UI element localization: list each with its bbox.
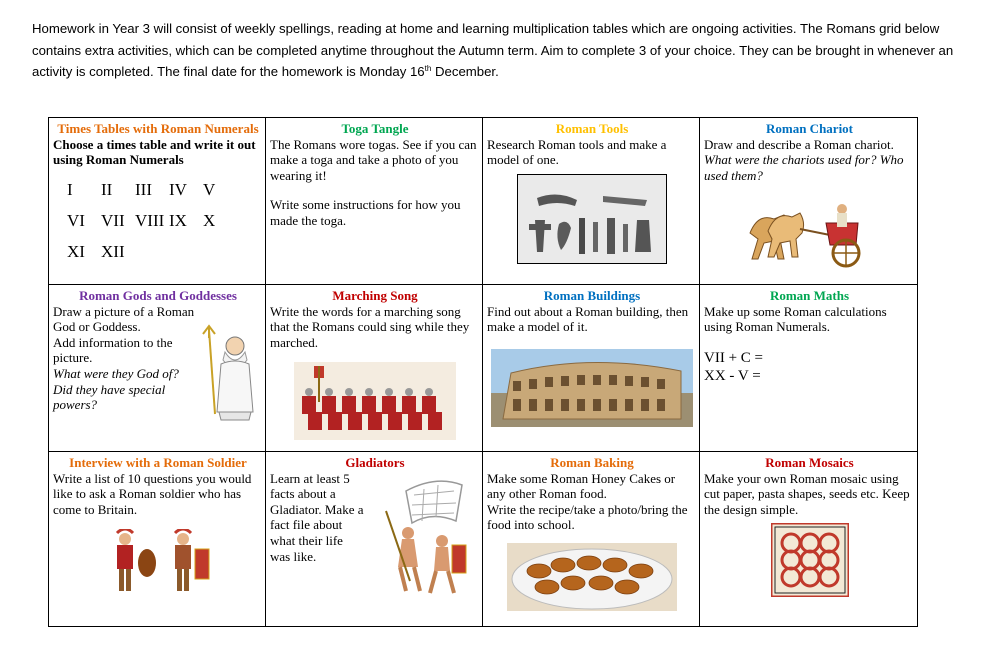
cell-text: Make up some Roman calculations using Roman Numerals.	[704, 303, 887, 335]
numeral: X	[203, 210, 216, 230]
cell-title: Marching Song	[332, 288, 418, 303]
romans-activity-grid	[48, 117, 918, 627]
cell-italic-text: What were they God of? Did they have special powers?	[53, 365, 179, 413]
intro-paragraph	[32, 18, 967, 83]
cell-title: Times Tables with Roman Numerals	[57, 121, 259, 136]
cell-text: Add information to the picture.	[53, 334, 173, 366]
cell-gladiators	[266, 452, 483, 627]
roman-numerals-list	[67, 174, 263, 267]
cell-toga-tangle	[266, 118, 483, 285]
cell-roman-mosaics	[700, 452, 918, 627]
calculation: VII + C =	[704, 349, 763, 366]
cell-roman-maths	[700, 285, 918, 452]
calculation: XX - V =	[704, 367, 761, 384]
cell-text: Choose a times table and write it out using Roman Numerals	[53, 136, 256, 168]
numeral: VIII	[135, 210, 165, 230]
numeral: IV	[169, 179, 187, 199]
roman-soldiers-image	[103, 529, 213, 595]
cell-text: Write some instructions for how you made the toga.	[270, 197, 461, 228]
cell-roman-buildings	[483, 285, 700, 452]
numeral: XII	[101, 241, 125, 261]
cell-italic-text: What were the chariots used for? Who used them?	[704, 152, 904, 183]
cell-text: Find out about a Roman building, then make a model of it.	[487, 303, 689, 335]
numeral: VII	[101, 210, 125, 230]
cell-title: Roman Tools	[555, 121, 629, 136]
cell-text: Make some Roman Honey Cakes or any other Roman food.	[487, 470, 676, 502]
cell-title: Roman Chariot	[765, 121, 854, 136]
mosaic-image	[771, 523, 849, 597]
cell-roman-baking	[483, 452, 700, 627]
marching-soldiers-image	[294, 362, 456, 440]
numeral: II	[101, 179, 113, 199]
numeral: III	[135, 179, 152, 199]
intro-text-end: December.	[431, 64, 499, 79]
cell-marching-song	[266, 285, 483, 452]
date-ordinal-suffix: th	[424, 64, 432, 73]
cell-title: Roman Maths	[769, 288, 850, 303]
numeral: V	[203, 179, 216, 199]
cell-text: Draw a picture of a Roman God or Goddess.	[53, 303, 195, 335]
cell-title: Roman Baking	[550, 455, 634, 470]
cell-roman-chariot	[700, 118, 918, 285]
intro-text: Homework in Year 3 will consist of weekly spellings, reading at home and learning multiplication tables which are ongoing activities. The Romans grid below contains extra activities, which can be completed anytime throughout the Autumn term. Aim to complete 3 of your choice. They can be brought in whenever an activity is completed. The final date for the homework is Monday 16	[32, 21, 954, 79]
cell-roman-tools	[483, 118, 700, 285]
cell-text: Learn at least 5 facts about a Gladiator. Make a fact file about what their life was like.	[270, 470, 364, 564]
cell-title: Roman Mosaics	[765, 455, 854, 470]
chariot-image	[740, 193, 880, 273]
cell-text: Make your own Roman mosaic using cut paper, pasta shapes, seeds etc. Keep the design simple.	[704, 470, 910, 517]
cell-gods-goddesses	[49, 285, 266, 452]
numeral: I	[67, 179, 73, 199]
cell-text: Write the recipe/take a photo/bring the food into school.	[487, 501, 688, 533]
numeral: VI	[67, 210, 85, 230]
cell-title: Toga Tangle	[341, 121, 409, 136]
cell-title: Interview with a Roman Soldier	[69, 455, 247, 470]
honey-cakes-image	[507, 543, 677, 611]
cell-text: Write a list of 10 questions you would like to ask a Roman soldier who has come to Britain.	[53, 470, 252, 517]
cell-text: Research Roman tools and make a model of one.	[487, 136, 667, 168]
cell-text: Write the words for a marching song that the Romans could sing while they marched.	[270, 303, 470, 350]
roman-god-image	[201, 324, 261, 424]
cell-title: Roman Buildings	[543, 288, 641, 303]
roman-tools-image	[517, 174, 667, 264]
cell-times-tables	[49, 118, 266, 285]
cell-text: Draw and describe a Roman chariot.	[704, 136, 894, 152]
gladiators-image	[366, 471, 476, 601]
cell-interview-soldier	[49, 452, 266, 627]
cell-text: The Romans wore togas. See if you can make a toga and take a photo of you wearing it!	[270, 136, 477, 183]
numeral: IX	[169, 210, 187, 230]
colosseum-image	[491, 349, 693, 427]
cell-title: Roman Gods and Goddesses	[79, 288, 237, 303]
numeral: XI	[67, 241, 85, 261]
cell-title: Gladiators	[345, 455, 405, 470]
